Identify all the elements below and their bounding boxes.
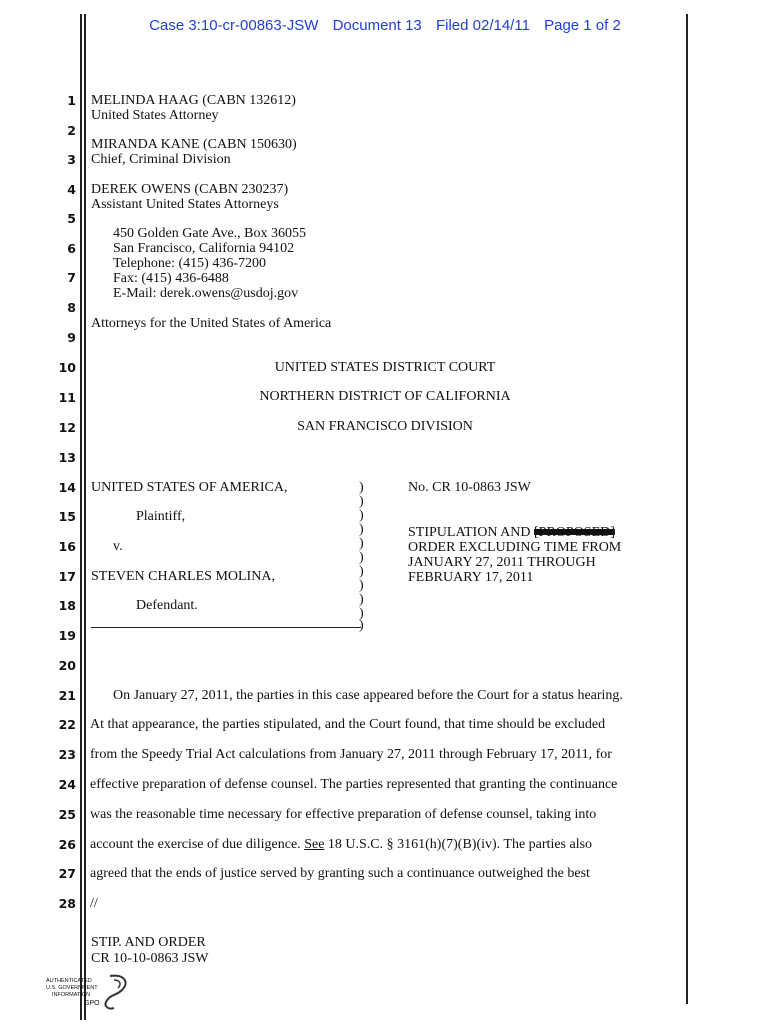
left-margin-rule-outer (80, 14, 82, 1020)
body-line: effective preparation of defense counsel. The parties represented that granting the continuance (90, 777, 618, 792)
paren: ) (359, 494, 364, 509)
line-number: 11 (58, 390, 76, 405)
gpo-eagle-icon (44, 972, 134, 1014)
line-number: 9 (67, 330, 76, 345)
line-number: 4 (67, 182, 76, 197)
footer-case-number: CR 10-10-0863 JSW (91, 951, 209, 966)
defendant-role: Defendant. (136, 598, 198, 613)
line-number: 26 (58, 837, 76, 852)
seal-text: U.S. GOVERNMENT (46, 985, 98, 991)
telephone: Telephone: (415) 436-7200 (113, 256, 266, 271)
line-number: 18 (58, 598, 76, 613)
paren: ) (359, 508, 364, 523)
line-number: 5 (67, 211, 76, 226)
line-number: 21 (58, 688, 76, 703)
case-number-caption: No. CR 10-0863 JSW (408, 480, 531, 495)
gpo-authentication-seal (44, 972, 134, 1014)
footer-title: STIP. AND ORDER (91, 935, 206, 950)
line-number: 16 (58, 539, 76, 554)
fax: Fax: (415) 436-6488 (113, 271, 229, 286)
line-number: 13 (58, 450, 76, 465)
line-number: 23 (58, 747, 76, 762)
counsel-line: United States Attorney (91, 108, 219, 123)
caption-underline (91, 627, 361, 628)
seal-text: AUTHENTICATED (46, 978, 92, 984)
document-title-line: JANUARY 27, 2011 THROUGH (408, 555, 596, 570)
line-number: 27 (58, 866, 76, 881)
line-number: 2 (67, 123, 76, 138)
line-number: 20 (58, 658, 76, 673)
page-indicator: Page 1 of 2 (544, 17, 621, 34)
paren: ) (359, 480, 364, 495)
line-number: 22 (58, 717, 76, 732)
paren: ) (359, 550, 364, 565)
paren: ) (359, 536, 364, 551)
paren: ) (359, 606, 364, 621)
paren: ) (359, 592, 364, 607)
body-line: from the Speedy Trial Act calculations from January 27, 2011 through February 17, 2011, for (90, 747, 612, 762)
title-struck-proposed: [PROPOSED] (534, 525, 615, 540)
filed-date: Filed 02/14/11 (435, 17, 530, 34)
left-margin-rule-inner (84, 14, 86, 1020)
case-number: Case 3:10-cr-00863-JSW (149, 17, 319, 34)
title-stipulation: STIPULATION AND (408, 525, 534, 540)
line-number: 28 (58, 896, 76, 911)
paren: ) (359, 564, 364, 579)
counsel-line: Assistant United States Attorneys (91, 197, 279, 212)
line-number: 8 (67, 300, 76, 315)
document-title-line: FEBRUARY 17, 2011 (408, 570, 534, 585)
body-line: agreed that the ends of justice served by granting such a continuance outweighed the best (90, 866, 590, 881)
address-line: 450 Golden Gate Ave., Box 36055 (113, 226, 306, 241)
document-title-line: ORDER EXCLUDING TIME FROM (408, 540, 622, 555)
continuation-mark: // (90, 896, 98, 911)
document-number: Document 13 (332, 17, 422, 34)
plaintiff-role: Plaintiff, (136, 509, 186, 524)
email: E-Mail: derek.owens@usdoj.gov (113, 286, 299, 301)
right-margin-rule (686, 14, 688, 1004)
counsel-line: MIRANDA KANE (CABN 150630) (91, 137, 297, 152)
defendant-name: STEVEN CHARLES MOLINA, (91, 569, 275, 584)
body-line (90, 837, 665, 853)
document-title-line (408, 525, 615, 540)
line-number: 3 (67, 152, 76, 167)
body-line: At that appearance, the parties stipulated, and the Court found, that time should be excluded (90, 717, 606, 732)
counsel-line: Chief, Criminal Division (91, 152, 231, 167)
line-number: 25 (58, 807, 76, 822)
body-line: On January 27, 2011, the parties in this case appeared before the Court for a status hearing. (113, 688, 623, 703)
paren: ) (359, 618, 364, 633)
counsel-line: DEREK OWENS (CABN 230237) (91, 182, 289, 197)
line-number: 7 (67, 270, 76, 285)
paren: ) (359, 522, 364, 537)
court-district: NORTHERN DISTRICT OF CALIFORNIA (259, 389, 511, 404)
attorneys-for: Attorneys for the United States of America (91, 316, 332, 331)
court-division: SAN FRANCISCO DIVISION (297, 419, 473, 434)
line-number: 6 (67, 241, 76, 256)
line-number: 19 (58, 628, 76, 643)
line-number: 17 (58, 569, 76, 584)
line-number: 14 (58, 480, 76, 495)
case-header (0, 17, 770, 34)
body-text: account the exercise of due diligence. (90, 837, 305, 852)
see-citation-signal: See (304, 837, 325, 852)
body-line: was the reasonable time necessary for effective preparation of defense counsel, taking into (90, 807, 597, 822)
court-name: UNITED STATES DISTRICT COURT (274, 360, 496, 375)
body-text: 18 U.S.C. § 3161(h)(7)(B)(iv). The parties also (324, 837, 593, 852)
versus: v. (113, 539, 123, 554)
address-line: San Francisco, California 94102 (113, 241, 295, 256)
line-number: 24 (58, 777, 76, 792)
line-number: 10 (58, 360, 76, 375)
line-number: 12 (58, 420, 76, 435)
paren: ) (359, 578, 364, 593)
counsel-line: MELINDA HAAG (CABN 132612) (91, 93, 296, 108)
line-number: 1 (67, 93, 76, 108)
seal-text: INFORMATION (52, 992, 91, 998)
seal-gpo: GPO (84, 1000, 100, 1007)
plaintiff-name: UNITED STATES OF AMERICA, (91, 480, 288, 495)
line-number: 15 (58, 509, 76, 524)
